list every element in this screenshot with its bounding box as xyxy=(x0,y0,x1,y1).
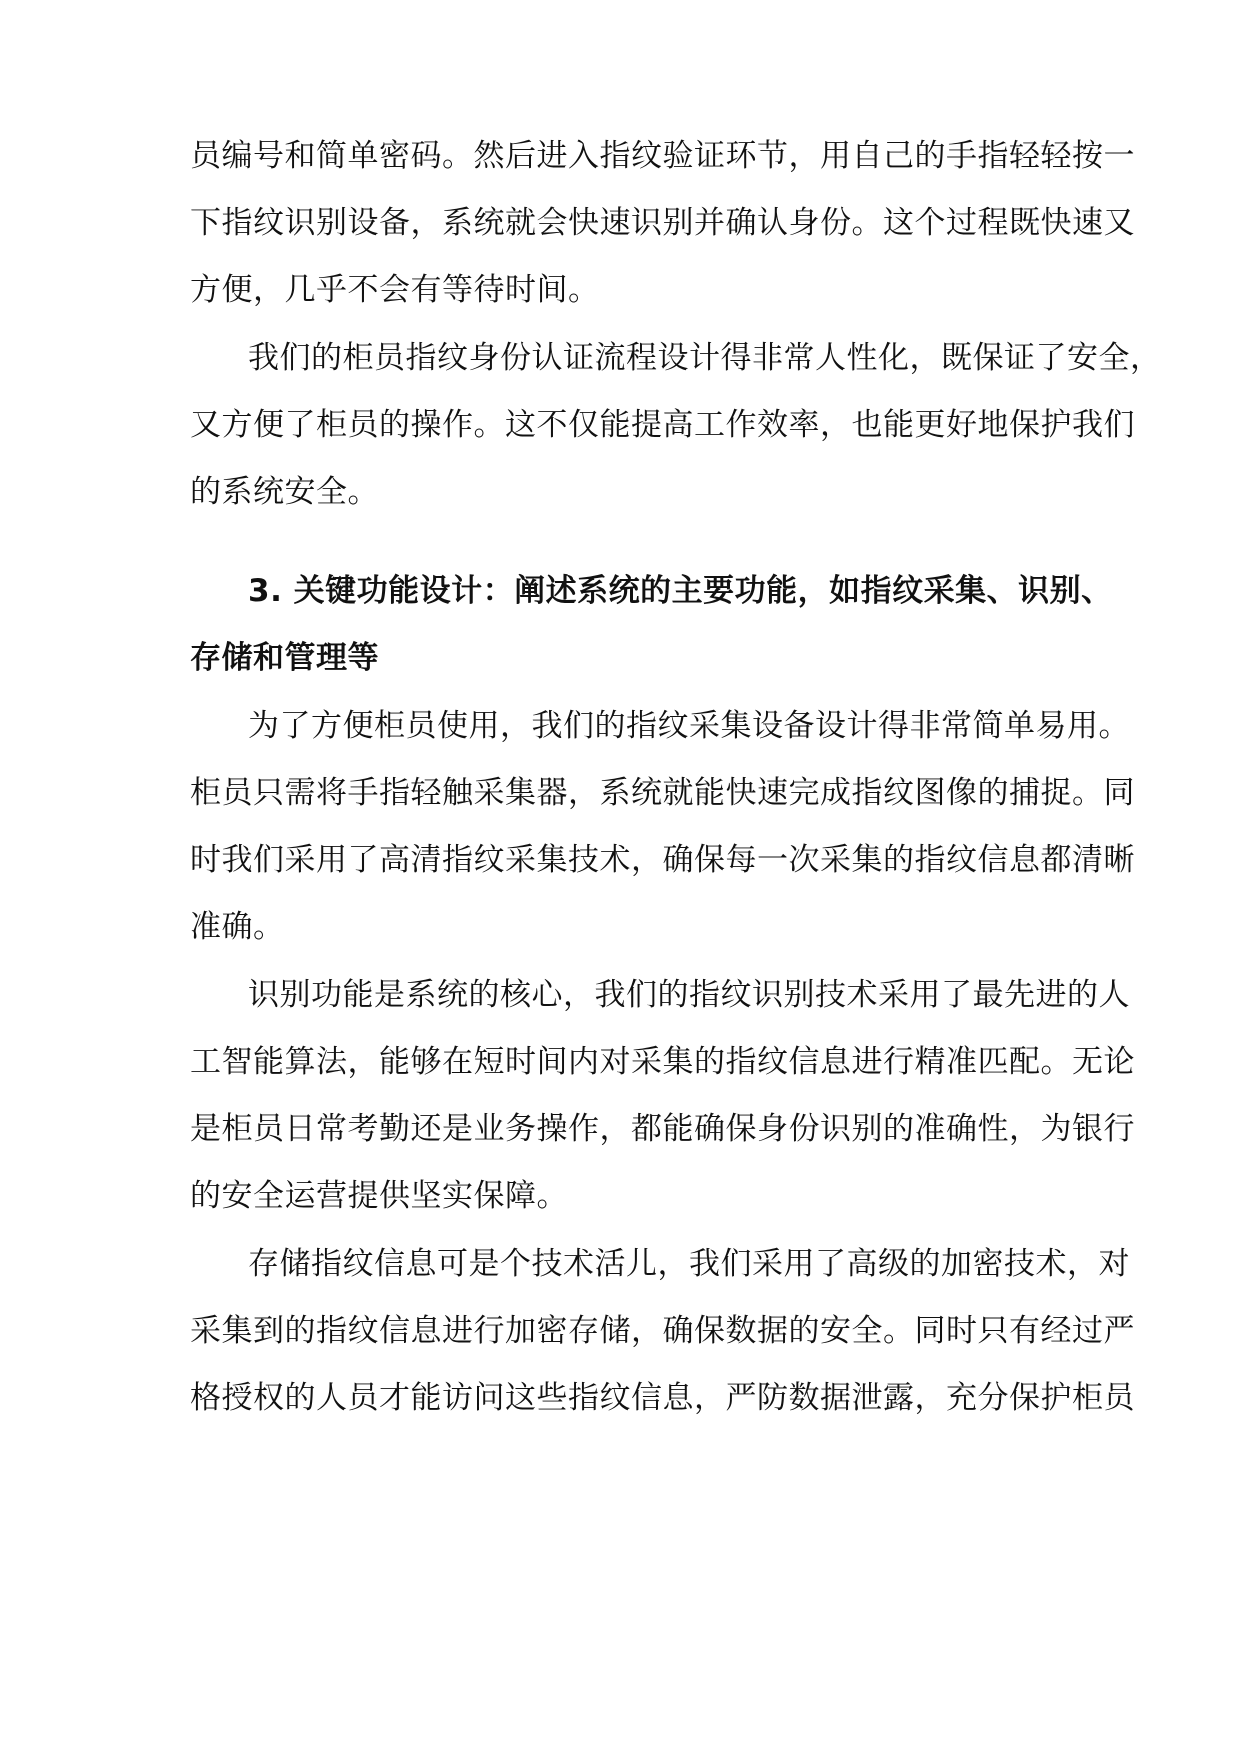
body-text-line: 员编号和简单密码。然后进入指纹验证环节，用自己的手指轻轻按一 xyxy=(190,138,1135,174)
body-text-line: 柜员只需将手指轻触采集器，系统就能快速完成指纹图像的捕捉。同 xyxy=(190,775,1135,811)
body-text-line: 我们的柜员指纹身份认证流程设计得非常人性化，既保证了安全， xyxy=(248,340,1162,376)
body-text-line: 的系统安全。 xyxy=(190,474,379,510)
body-text-line: 下指纹识别设备，系统就会快速识别并确认身份。这个过程既快速又 xyxy=(190,205,1135,241)
body-text-line: 采集到的指纹信息进行加密存储，确保数据的安全。同时只有经过严 xyxy=(190,1313,1135,1349)
body-text-line: 存储指纹信息可是个技术活儿，我们采用了高级的加密技术，对 xyxy=(248,1246,1130,1282)
body-text-line: 又方便了柜员的操作。这不仅能提高工作效率，也能更好地保护我们 xyxy=(190,407,1135,443)
body-text-line: 的安全运营提供坚实保障。 xyxy=(190,1178,568,1214)
section-heading: 3. 关键功能设计：阐述系统的主要功能，如指纹采集、识别、 xyxy=(248,573,1113,609)
body-text-line: 时我们采用了高清指纹采集技术，确保每一次采集的指纹信息都清晰 xyxy=(190,842,1135,878)
body-text-line: 格授权的人员才能访问这些指纹信息，严防数据泄露，充分保护柜员 xyxy=(190,1380,1135,1416)
body-text-line: 是柜员日常考勤还是业务操作，都能确保身份识别的准确性，为银行 xyxy=(190,1111,1135,1147)
body-text-line: 识别功能是系统的核心，我们的指纹识别技术采用了最先进的人 xyxy=(248,977,1130,1013)
body-text-line: 工智能算法，能够在短时间内对采集的指纹信息进行精准匹配。无论 xyxy=(190,1044,1135,1080)
body-text-line: 方便，几乎不会有等待时间。 xyxy=(190,272,600,308)
section-heading-continued: 存储和管理等 xyxy=(190,640,379,676)
body-text-line: 准确。 xyxy=(190,909,285,945)
body-text-line: 为了方便柜员使用，我们的指纹采集设备设计得非常简单易用。 xyxy=(248,708,1130,744)
